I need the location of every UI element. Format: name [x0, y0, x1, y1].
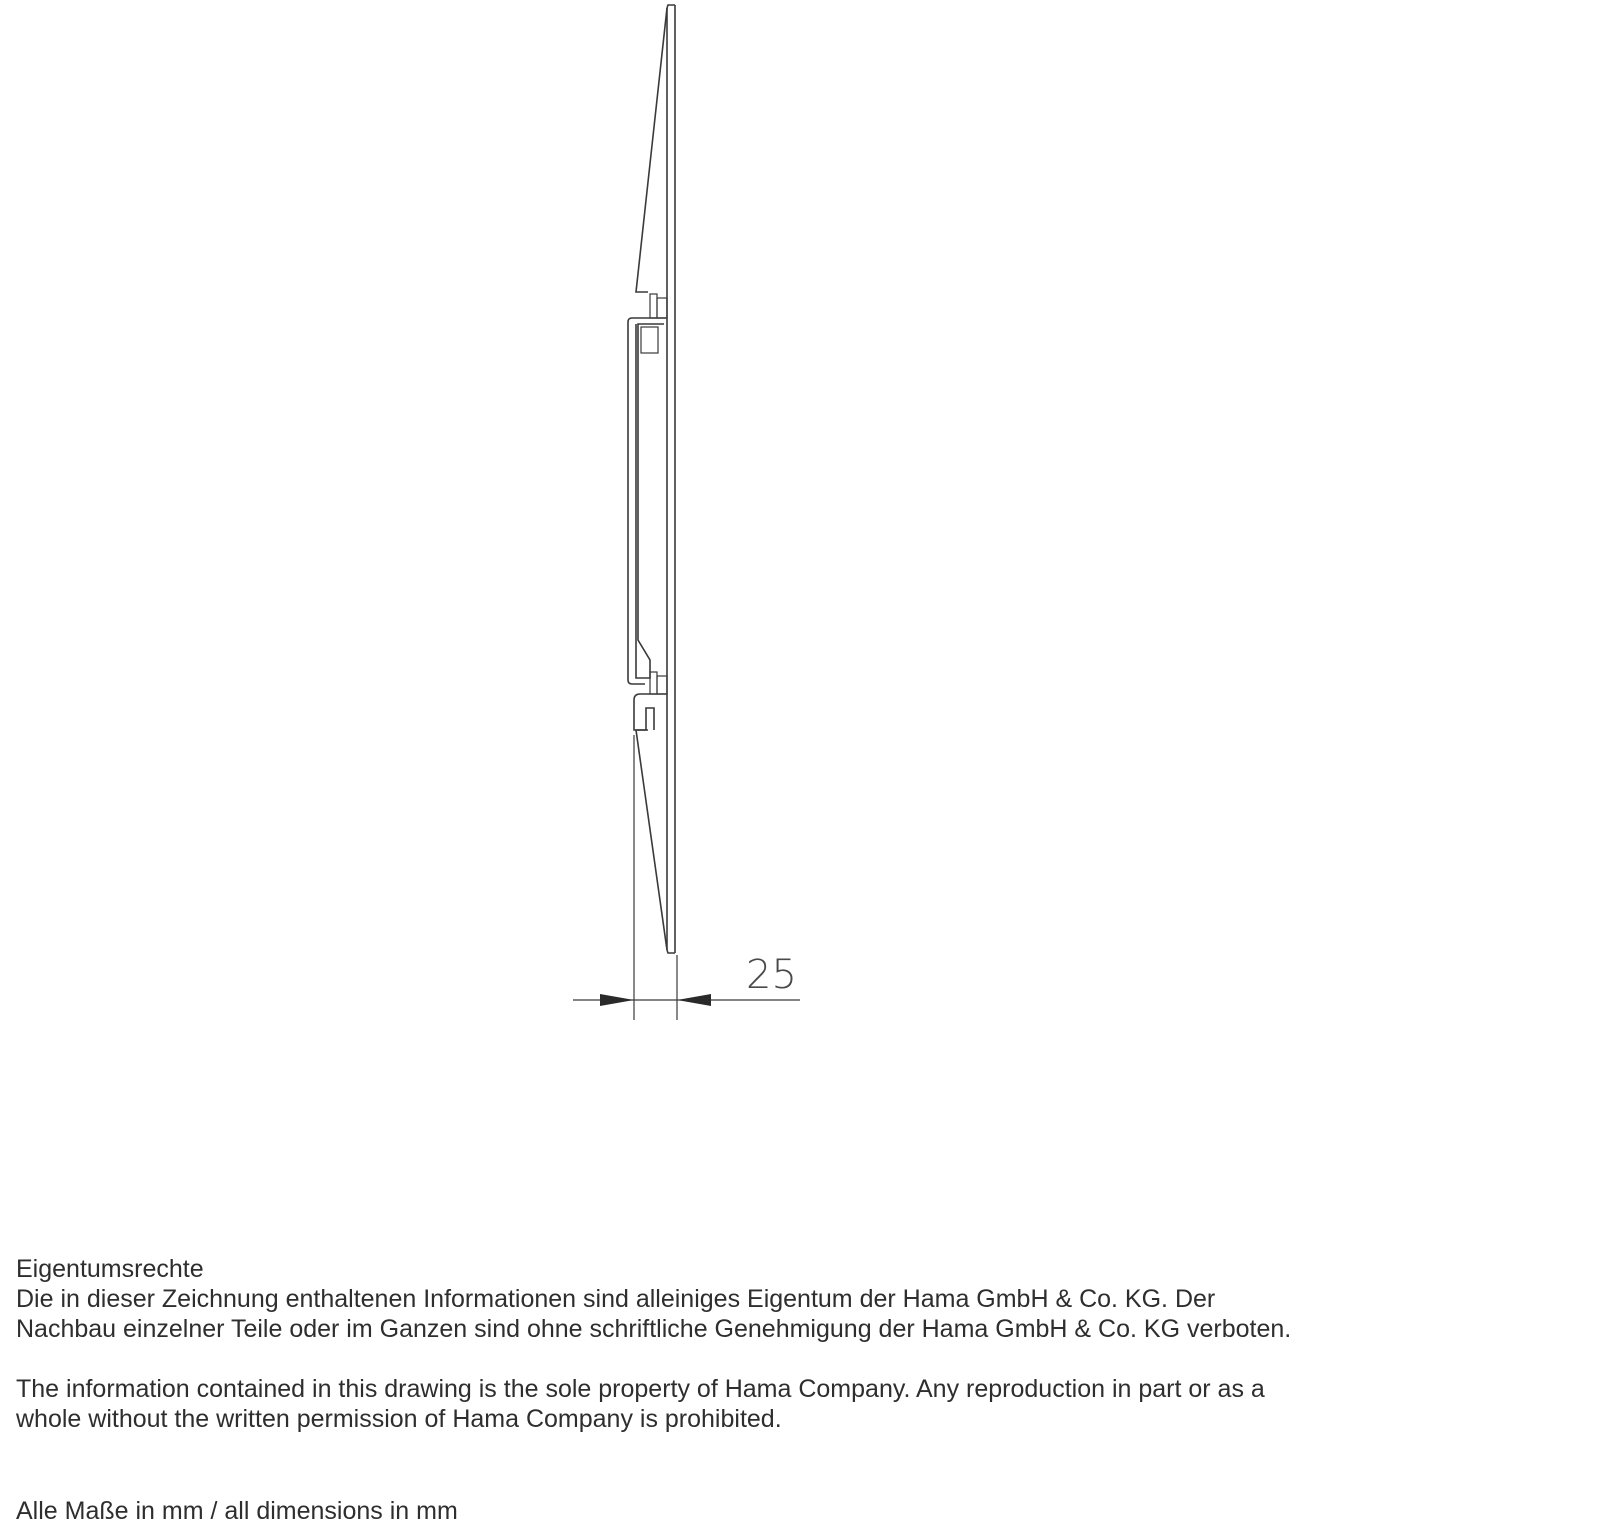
bracket-arm [628, 294, 667, 730]
lower-hook-tab [650, 672, 657, 694]
bracket-inner-channel [636, 324, 664, 678]
mounting-plate-profile [636, 5, 675, 953]
lower-clip [634, 694, 667, 730]
notice-de-line-2: Nachbau einzelner Teile oder im Ganzen sind ohne schriftliche Genehmigung der Hama GmbH & Co. KG verboten. [16, 1315, 1292, 1343]
dimension-25 [573, 735, 800, 1020]
property-rights-notice-en [16, 1374, 1265, 1434]
plate-top-cap [667, 5, 675, 8]
notice-en-line-1: The information contained in this drawing is the sole property of Hama Company. Any reproduction in part or as a [16, 1375, 1265, 1403]
property-rights-notice-de [16, 1254, 1291, 1344]
notice-en-line-2: whole without the written permission of Hama Company is prohibited. [16, 1405, 782, 1433]
dimension-arrow-right [677, 994, 711, 1006]
bracket-outer-channel [628, 318, 667, 684]
dimension-arrow-left [600, 994, 634, 1006]
lower-hook-lip [657, 676, 667, 694]
units-note [16, 1496, 458, 1526]
upper-hook-lip [657, 298, 667, 318]
upper-tapered-wing [636, 8, 667, 292]
dimension-label: 25 [746, 952, 797, 998]
units-text: Alle Maße in mm / all dimensions in mm [16, 1497, 458, 1525]
bracket-top-insert [641, 327, 658, 353]
lower-tapered-wing [636, 730, 667, 950]
plate-bottom-cap [667, 950, 675, 953]
notice-de-line-1: Die in dieser Zeichnung enthaltenen Informationen sind alleiniges Eigentum der Hama GmbH & Co. KG. Der [16, 1285, 1216, 1313]
notice-heading: Eigentumsrechte [16, 1255, 204, 1283]
upper-hook-tab [650, 294, 657, 318]
